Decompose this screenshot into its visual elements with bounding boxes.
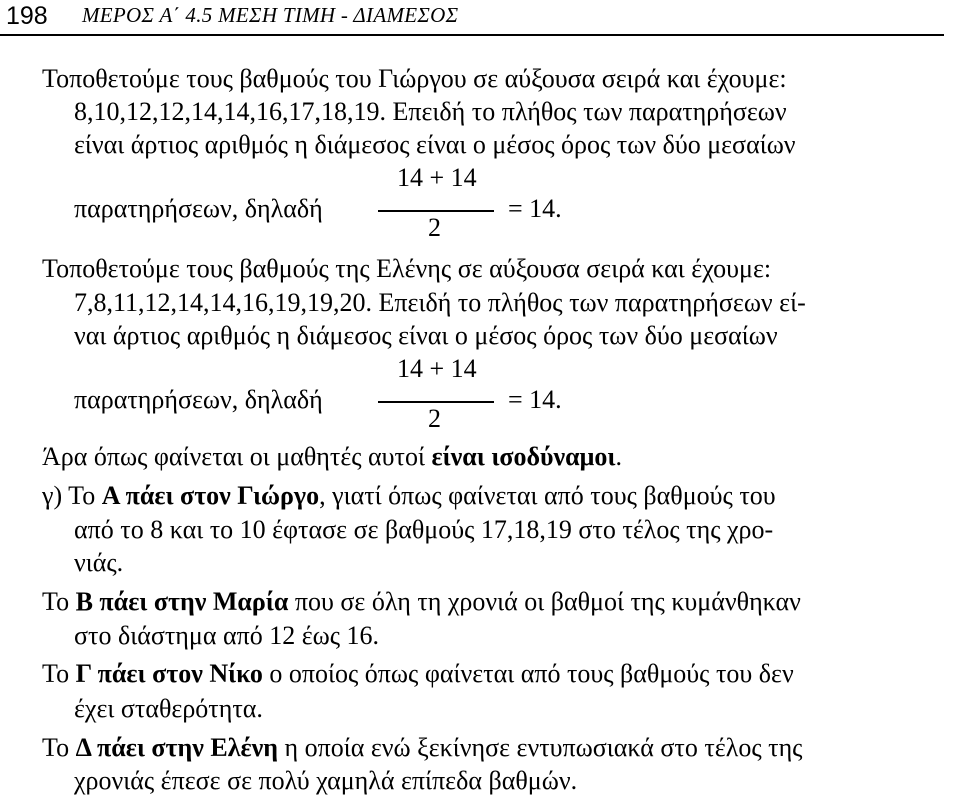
- p6-text: ο οποίος όπως φαίνεται από τους βαθμούς του δεν: [262, 659, 794, 688]
- p6-lead: Το: [42, 659, 76, 688]
- p4-bold-assignment: Α πάει στον Γιώργο: [101, 481, 320, 510]
- p3-text: Άρα όπως φαίνεται οι μαθητές αυτοί: [42, 442, 432, 471]
- page-number: 198: [6, 2, 48, 30]
- p6-line-1: [42, 659, 794, 689]
- p1-fraction-bar: [378, 210, 494, 212]
- p5-text: που σε όλη τη χρονιά οι βαθμοί της κυμάνθηκαν: [288, 587, 801, 616]
- p1-line-4: παρατηρήσεων, δηλαδή: [74, 194, 323, 223]
- p7-text: η οποία ενώ ξεκίνησε εντυπωσιακά στο τέλος της: [278, 733, 803, 762]
- p1-line-1: Τοποθετούμε τους βαθμούς του Γιώργου σε αύξουσα σειρά και έχουμε:: [42, 64, 787, 93]
- p7-bold-assignment: Δ πάει στην Ελένη: [75, 733, 278, 762]
- p2-fraction-numerator: 14 + 14: [397, 354, 477, 383]
- p2-line-2: 7,8,11,12,14,14,16,19,19,20. Επειδή το πλήθος των παρατηρήσεων εί-: [74, 288, 806, 317]
- p4-lead: γ) Το: [42, 481, 102, 510]
- p4-line-1: [42, 481, 776, 511]
- p6-line-2: έχει σταθερότητα.: [74, 694, 263, 723]
- p5-line-1: [42, 587, 801, 617]
- p1-line-3: είναι άρτιος αριθμός η διάμεσος είναι ο μέσος όρος των δύο μεσαίων: [74, 130, 796, 159]
- p4-line-3: νιάς.: [74, 548, 124, 577]
- p2-fraction-denominator: 2: [428, 404, 441, 433]
- p7-line-1: [42, 733, 802, 763]
- header-rule: [0, 34, 944, 36]
- page-header: [0, 0, 960, 36]
- p2-line-4: παρατηρήσεων, δηλαδή: [74, 385, 323, 414]
- p7-line-2: χρονιάς έπεσε σε πολύ χαμηλά επίπεδα βαθμών.: [74, 766, 578, 795]
- p4-text: , γιατί όπως φαίνεται από τους βαθμούς του: [319, 481, 776, 510]
- p3-line-1: [42, 442, 622, 472]
- p1-fraction-result: = 14.: [508, 194, 562, 223]
- p1-fraction-numerator: 14 + 14: [397, 163, 477, 192]
- p1-line-2: 8,10,12,12,14,14,16,17,18,19. Επειδή το πλήθος των παρατηρήσεων: [74, 97, 787, 126]
- p6-bold-assignment: Γ πάει στον Νίκο: [75, 659, 263, 688]
- p2-fraction-bar: [378, 401, 494, 403]
- p2-line-1: Τοποθετούμε τους βαθμούς της Ελένης σε αύξουσα σειρά και έχουμε:: [42, 254, 772, 283]
- running-title: ΜΕΡΟΣ Α΄ 4.5 ΜΕΣΗ ΤΙΜΗ - ΔΙΑΜΕΣΟΣ: [82, 3, 459, 27]
- p1-fraction-denominator: 2: [428, 213, 441, 242]
- p7-lead: Το: [42, 733, 76, 762]
- p5-lead: Το: [42, 587, 76, 616]
- p2-fraction-result: = 14.: [508, 385, 562, 414]
- p5-bold-assignment: Β πάει στην Μαρία: [75, 587, 289, 616]
- p3-bold-conclusion: είναι ισοδύναμοι: [431, 442, 616, 471]
- p2-line-3: ναι άρτιος αριθμός η διάμεσος είναι ο μέσος όρος των δύο μεσαίων: [74, 321, 778, 350]
- p4-line-2: από το 8 και το 10 έφτασε σε βαθμούς 17,18,19 στο τέλος της χρο-: [74, 515, 774, 544]
- p5-line-2: στο διάστημα από 12 έως 16.: [74, 621, 380, 650]
- p3-period: .: [615, 442, 622, 471]
